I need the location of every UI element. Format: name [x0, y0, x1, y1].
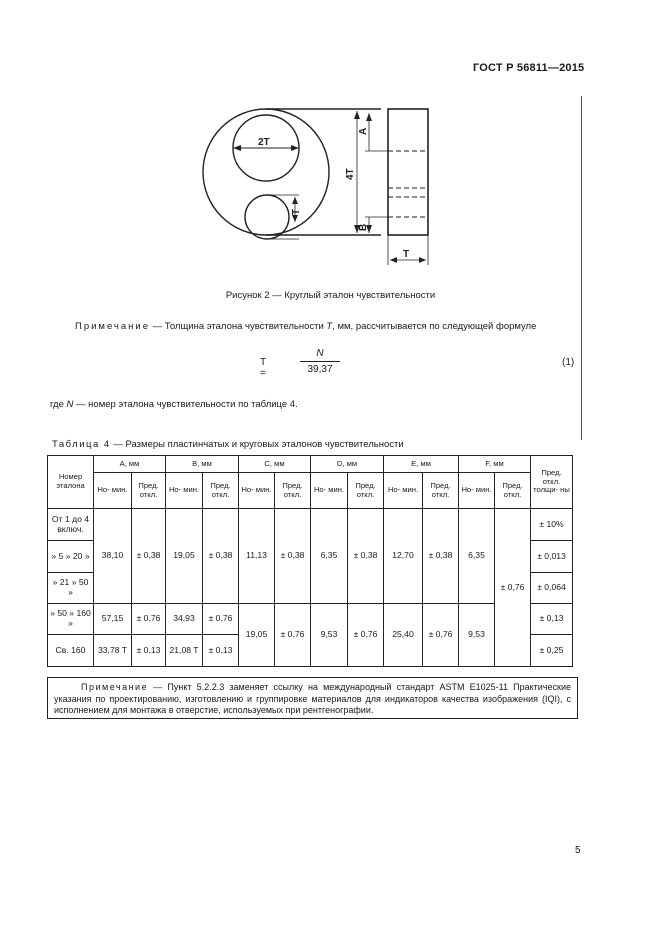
small-hole	[245, 195, 289, 239]
cell-a-nom: 33,78 T	[94, 635, 132, 667]
row-number: Св. 160	[48, 635, 94, 667]
equation-number: (1)	[562, 357, 575, 368]
sub-dev: Пред. откл.	[132, 473, 166, 509]
table-row	[48, 509, 573, 541]
cell-f-dev: ± 0,76	[495, 509, 531, 667]
cell-tolerance: ± 0,064	[531, 573, 573, 604]
row-number: » 50 » 160 »	[48, 604, 94, 635]
header-c: C, мм	[239, 456, 311, 473]
cell-b-nom: 21,08 T	[166, 635, 203, 667]
cell-f-nom: 6,35	[459, 509, 495, 604]
cell-a-nom: 57,15	[94, 604, 132, 635]
cell-d-dev: ± 0,76	[348, 604, 384, 667]
table-4	[47, 455, 573, 667]
margin-rule	[581, 96, 582, 440]
cell-e-dev: ± 0,76	[423, 604, 459, 667]
note2-label: Примечание	[81, 682, 149, 692]
note2-text: — Пункт 5.2.2.3 заменяет ссылку на международный стандарт ASTM E1025-11 Практические указания по проектированию, изготовлению и группировке материалов для индикаторов качества изображения (IQI), с исполнением для монтажа в отверстие, используемых при рентгенографии.	[54, 682, 571, 716]
cell-c-dev: ± 0,76	[275, 604, 311, 667]
table-row	[48, 604, 573, 635]
cell-tolerance: ± 10%	[531, 509, 573, 541]
cell-a-nom: 38,10	[94, 509, 132, 604]
header-f: F, мм	[459, 456, 531, 473]
label-t-side: T	[403, 249, 410, 260]
sub-nom: Но- мин.	[239, 473, 275, 509]
row-number: От 1 до 4 включ.	[48, 509, 94, 541]
cell-tolerance: ± 0,25	[531, 635, 573, 667]
header-tolerance: Пред. откл. толщи- ны	[531, 456, 573, 509]
side-view	[388, 109, 428, 235]
formula-numerator: N	[316, 348, 324, 359]
cell-e-nom: 25,40	[384, 604, 423, 667]
document-header: ГОСТ Р 56811—2015	[473, 62, 585, 74]
formula-lhs: T =	[260, 357, 266, 379]
header-e: E, мм	[384, 456, 459, 473]
label-b: B	[358, 223, 369, 231]
cell-d-nom: 6,35	[311, 509, 348, 604]
header-d: D, мм	[311, 456, 384, 473]
label-2t: 2T	[258, 137, 270, 148]
cell-b-dev: ± 0,13	[203, 635, 239, 667]
label-a: A	[358, 127, 369, 135]
sub-nom: Но- мин.	[459, 473, 495, 509]
cell-b-dev: ± 0,76	[203, 604, 239, 635]
cell-c-nom: 19,05	[239, 604, 275, 667]
sub-nom: Но- мин.	[166, 473, 203, 509]
figure-caption: Рисунок 2 — Круглый эталон чувствительности	[225, 290, 436, 301]
cell-c-nom: 11,13	[239, 509, 275, 604]
sub-dev: Пред. откл.	[348, 473, 384, 509]
sub-dev: Пред. откл.	[423, 473, 459, 509]
note-label: Примечание	[75, 321, 150, 332]
cell-f-nom: 9,53	[459, 604, 495, 667]
cell-tolerance: ± 0,013	[531, 541, 573, 573]
page-number: 5	[575, 845, 581, 856]
cell-a-dev: ± 0,76	[132, 604, 166, 635]
header-a: A, мм	[94, 456, 166, 473]
note-text-end: , мм, рассчитывается по следующей формуле	[332, 321, 537, 332]
note-thickness	[75, 321, 536, 332]
sub-dev: Пред. откл.	[275, 473, 311, 509]
sub-nom: Но- мин.	[311, 473, 348, 509]
sub-dev: Пред. откл.	[495, 473, 531, 509]
cell-d-dev: ± 0,38	[348, 509, 384, 604]
header-b: B, мм	[166, 456, 239, 473]
formula-denominator: 39,37	[307, 364, 333, 375]
note-text: — Толщина эталона чувствительности	[150, 321, 327, 332]
cell-b-nom: 34,93	[166, 604, 203, 635]
row-number: » 21 » 50 »	[48, 573, 94, 604]
formula-fraction	[300, 348, 340, 375]
row-number: » 5 » 20 »	[48, 541, 94, 573]
outer-disc	[203, 109, 329, 235]
table-note	[47, 677, 578, 719]
sub-nom: Но- мин.	[94, 473, 132, 509]
where-text: — номер эталона чувствительности по таблице 4.	[73, 399, 298, 410]
formula-where	[50, 399, 298, 410]
cell-b-nom: 19,05	[166, 509, 203, 604]
table-caption-label: Таблица 4	[52, 439, 111, 450]
cell-a-dev: ± 0,38	[132, 509, 166, 604]
sub-nom: Но- мин.	[384, 473, 423, 509]
table-caption-text: — Размеры пластинчатых и круговых эталонов чувствительности	[110, 439, 404, 450]
cell-c-dev: ± 0,38	[275, 509, 311, 604]
cell-a-dev: ± 0,13	[132, 635, 166, 667]
note-var: T	[326, 321, 333, 332]
cell-b-dev: ± 0,38	[203, 509, 239, 604]
header-number: Номер эталона	[48, 456, 94, 509]
cell-tolerance: ± 0,13	[531, 604, 573, 635]
sub-dev: Пред. откл.	[203, 473, 239, 509]
figure-iqi-drawing	[195, 100, 445, 270]
where-prefix: где	[50, 399, 67, 410]
cell-d-nom: 9,53	[311, 604, 348, 667]
label-4t: 4T	[345, 168, 356, 180]
label-t-small: T	[291, 208, 302, 215]
table-caption	[52, 439, 404, 450]
where-var: N	[66, 399, 74, 410]
cell-e-dev: ± 0,38	[423, 509, 459, 604]
cell-e-nom: 12,70	[384, 509, 423, 604]
